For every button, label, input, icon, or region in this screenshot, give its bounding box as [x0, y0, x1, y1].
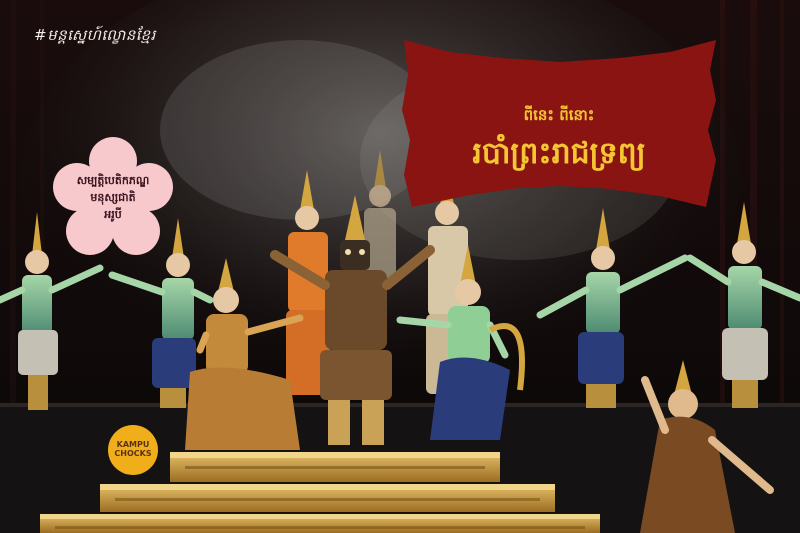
title-subtitle: ពីនេះ ពីនោះ: [523, 106, 595, 124]
logo-line-1: KAMPU: [116, 440, 150, 449]
logo-line-2: CHOCKS: [114, 449, 152, 458]
badge-line-3: អរូបី: [104, 208, 122, 221]
heritage-badge: [52, 172, 174, 223]
title-main: របាំព្រះរាជទ្រព្យ: [472, 136, 646, 171]
badge-line-2: មនុស្សជាតិ: [90, 191, 136, 204]
hashtag-text: #មន្តស្នេហ៍ល្ខោនខ្មែរ: [34, 26, 156, 44]
title-banner: [398, 40, 720, 208]
badge-line-1: សម្បត្តិបេតិកភណ្ឌ: [76, 174, 150, 187]
kampu-chocks-logo: [108, 425, 158, 475]
